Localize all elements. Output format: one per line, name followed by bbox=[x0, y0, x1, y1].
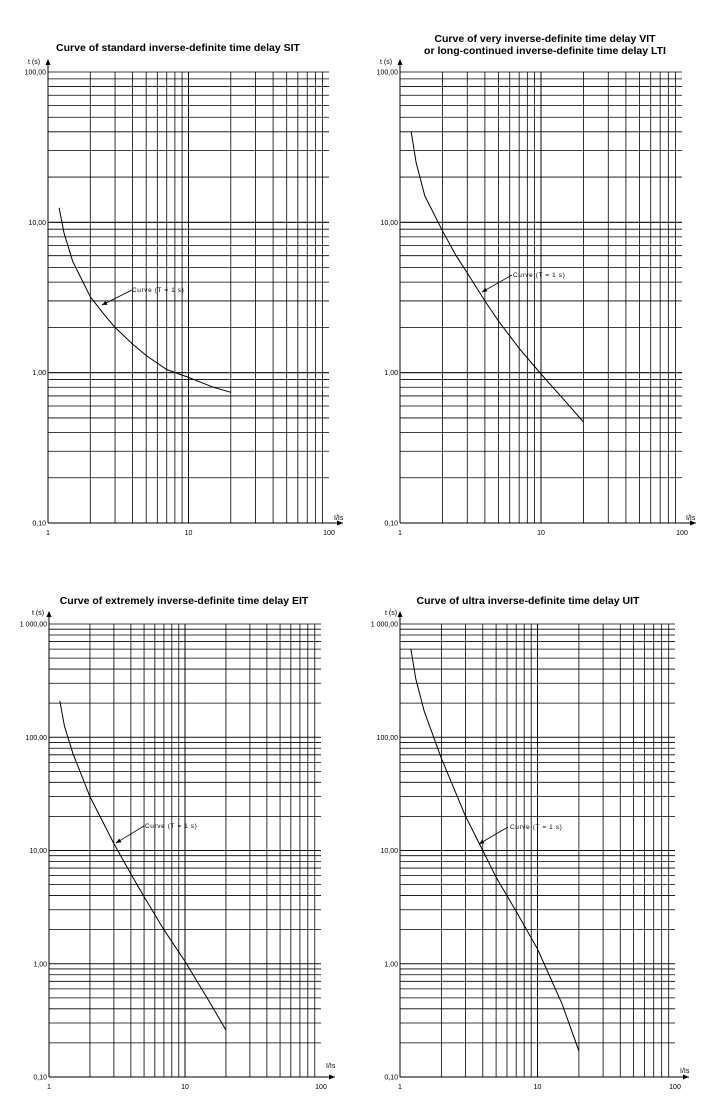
x-tick-label: 10 bbox=[184, 530, 193, 537]
y-tick-label: 1,00 bbox=[384, 370, 398, 378]
y-axis-label: t (s) bbox=[32, 610, 45, 617]
y-axis-arrowhead bbox=[398, 611, 403, 617]
curve-line bbox=[59, 208, 231, 392]
annotation-arrowhead bbox=[116, 839, 121, 844]
x-tick-label: 10 bbox=[533, 1084, 542, 1091]
y-tick-label: 10,00 bbox=[29, 848, 47, 855]
plot-area bbox=[377, 59, 696, 537]
x-tick-label: 10 bbox=[537, 530, 545, 537]
y-axis-label: t (s) bbox=[28, 59, 41, 66]
curve-annotation: Curve (T = 1 s) bbox=[132, 287, 185, 294]
y-tick-label: 10,00 bbox=[380, 219, 398, 227]
x-tick-label: 10 bbox=[181, 1084, 189, 1091]
chart-title: Curve of extremely inverse-definite time delay EIT bbox=[59, 595, 309, 607]
y-axis-label: t (s) bbox=[385, 610, 398, 617]
x-axis-arrowhead bbox=[683, 1075, 689, 1080]
y-tick-label: 10,00 bbox=[28, 219, 46, 227]
y-tick-label: 0,10 bbox=[33, 1074, 47, 1082]
chart-uit bbox=[371, 595, 690, 1091]
y-tick-label: 1 000,00 bbox=[370, 621, 398, 629]
x-tick-label: 100 bbox=[315, 1084, 327, 1091]
y-axis-label: t (s) bbox=[380, 59, 393, 66]
y-axis-arrowhead bbox=[47, 611, 52, 617]
chart-title-line-2: or long-continued inverse-definite time delay LTI bbox=[424, 45, 666, 57]
y-tick-label: 100,00 bbox=[24, 69, 46, 77]
x-tick-label: 100 bbox=[323, 530, 335, 537]
plot-area bbox=[371, 611, 689, 1091]
curve-line bbox=[411, 649, 579, 1051]
curve-annotation: Curve (T = 1 s) bbox=[513, 272, 566, 279]
plot-area bbox=[20, 611, 335, 1091]
x-tick-label: 100 bbox=[676, 530, 688, 537]
annotation-leader bbox=[479, 827, 508, 844]
y-tick-label: 1,00 bbox=[33, 961, 47, 969]
y-tick-label: 0,10 bbox=[32, 520, 46, 528]
plot-area bbox=[25, 59, 343, 537]
x-tick-label: 1 bbox=[46, 530, 50, 537]
x-tick-label: 100 bbox=[669, 1084, 681, 1091]
y-axis-arrowhead bbox=[398, 59, 403, 65]
chart-title-line-1: Curve of very inverse-definite time delay VIT bbox=[434, 33, 656, 45]
x-tick-label: 1 bbox=[47, 1084, 51, 1091]
annotation-leader bbox=[482, 275, 512, 292]
x-axis-label: I/Is bbox=[334, 515, 344, 522]
y-tick-label: 100,00 bbox=[376, 734, 398, 742]
x-axis-label: I/Is bbox=[326, 1063, 336, 1070]
chart-title: Curve of ultra inverse-definite time delay UIT bbox=[416, 595, 640, 607]
y-tick-label: 100,00 bbox=[25, 734, 47, 742]
chart-eit bbox=[20, 595, 336, 1091]
chart-title: Curve of standard inverse-definite time delay SIT bbox=[56, 42, 300, 54]
x-axis-arrowhead bbox=[329, 1075, 335, 1080]
y-tick-label: 0,10 bbox=[384, 1074, 398, 1082]
y-tick-label: 1 000,00 bbox=[19, 621, 47, 629]
y-tick-label: 0,10 bbox=[384, 520, 398, 528]
x-tick-label: 1 bbox=[398, 1084, 402, 1091]
curve-annotation: Curve (T = 1 s) bbox=[510, 824, 563, 831]
y-axis-arrowhead bbox=[46, 59, 51, 65]
y-tick-label: 100,00 bbox=[376, 69, 398, 77]
x-tick-label: 1 bbox=[398, 530, 402, 537]
chart-sit bbox=[25, 42, 344, 537]
chart-vit-lti bbox=[377, 33, 696, 537]
x-axis-label: I/Is bbox=[686, 515, 696, 522]
x-axis-label: I/Is bbox=[680, 1068, 690, 1075]
annotation-arrowhead bbox=[479, 840, 484, 844]
curve-annotation: Curve (T = 1 s) bbox=[145, 823, 198, 830]
y-tick-label: 1,00 bbox=[32, 370, 46, 378]
y-tick-label: 1,00 bbox=[384, 961, 398, 969]
y-tick-label: 10,00 bbox=[380, 848, 398, 855]
curve-line bbox=[60, 701, 226, 1030]
